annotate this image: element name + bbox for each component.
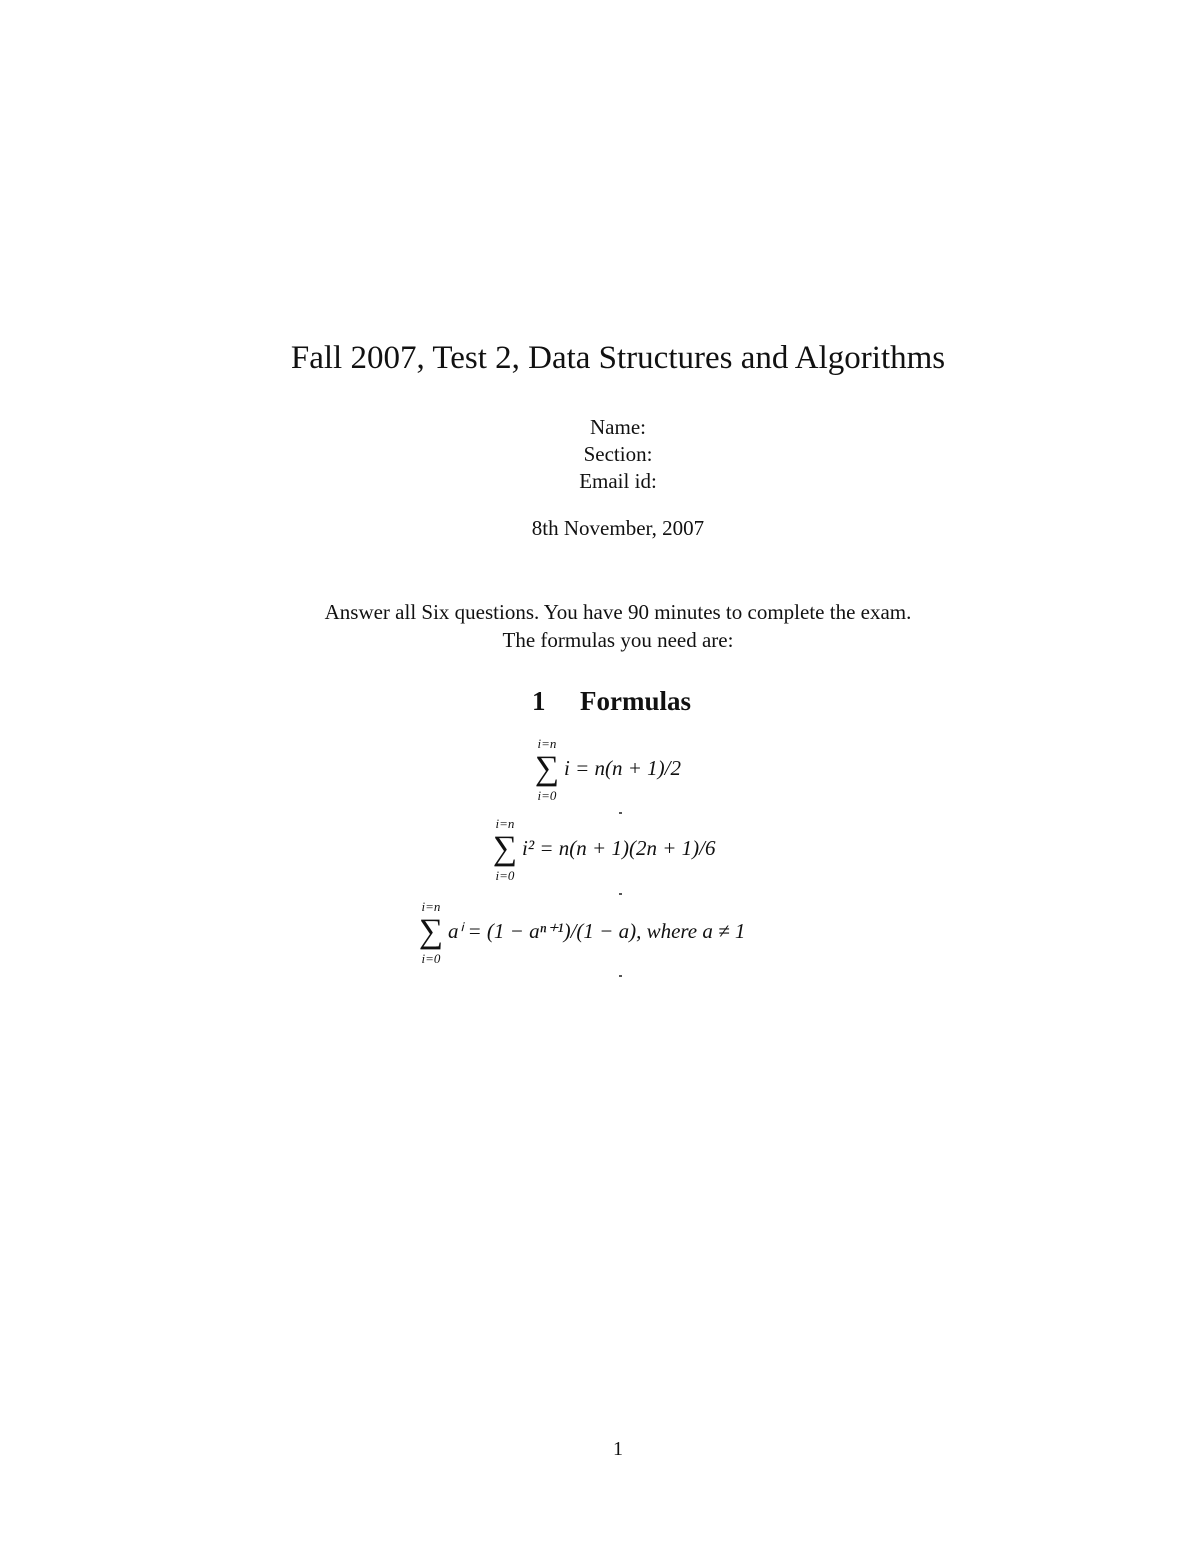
student-info-fields <box>0 414 1200 495</box>
document-title: Fall 2007, Test 2, Data Structures and Algorithms <box>290 340 946 376</box>
sigma-glyph: ∑ <box>418 913 444 950</box>
section-field-label: Section: <box>583 442 653 466</box>
exam-date: 8th November, 2007 <box>531 516 705 540</box>
formula-geometric-series <box>416 899 836 966</box>
summation-symbol <box>532 736 562 803</box>
formula-sum-of-integers <box>532 736 732 803</box>
summation-upper-limit: i=n <box>495 816 515 831</box>
section-title: Formulas <box>580 686 691 716</box>
formula-separator-dot <box>619 812 622 814</box>
summation-upper-limit: i=n <box>537 736 557 751</box>
formula-expression: i = n(n + 1)/2 <box>564 756 681 780</box>
formula-expression: aⁱ = (1 − aⁿ⁺¹)/(1 − a), where a ≠ 1 <box>448 919 746 943</box>
formula-separator-dot <box>619 893 622 895</box>
section-number: 1 <box>532 686 546 716</box>
page-number: 1 <box>613 1438 623 1460</box>
formula-expression: i² = n(n + 1)(2n + 1)/6 <box>522 836 716 860</box>
summation-lower-limit: i=0 <box>421 951 441 966</box>
sigma-glyph: ∑ <box>492 830 518 867</box>
summation-lower-limit: i=0 <box>495 868 515 883</box>
name-field-label: Name: <box>590 415 646 439</box>
instructions <box>0 598 1200 654</box>
sigma-glyph: ∑ <box>534 750 560 787</box>
summation-symbol <box>416 899 446 966</box>
email-field-label: Email id: <box>579 469 657 493</box>
summation-lower-limit: i=0 <box>537 788 557 803</box>
summation-symbol <box>490 816 520 883</box>
section-heading <box>532 686 691 717</box>
formula-separator-dot <box>619 975 622 977</box>
instruction-line-1: Answer all Six questions. You have 90 minutes to complete the exam. <box>324 600 912 624</box>
summation-upper-limit: i=n <box>421 899 441 914</box>
instruction-line-2: The formulas you need are: <box>502 628 734 652</box>
formula-sum-of-squares <box>490 816 770 883</box>
